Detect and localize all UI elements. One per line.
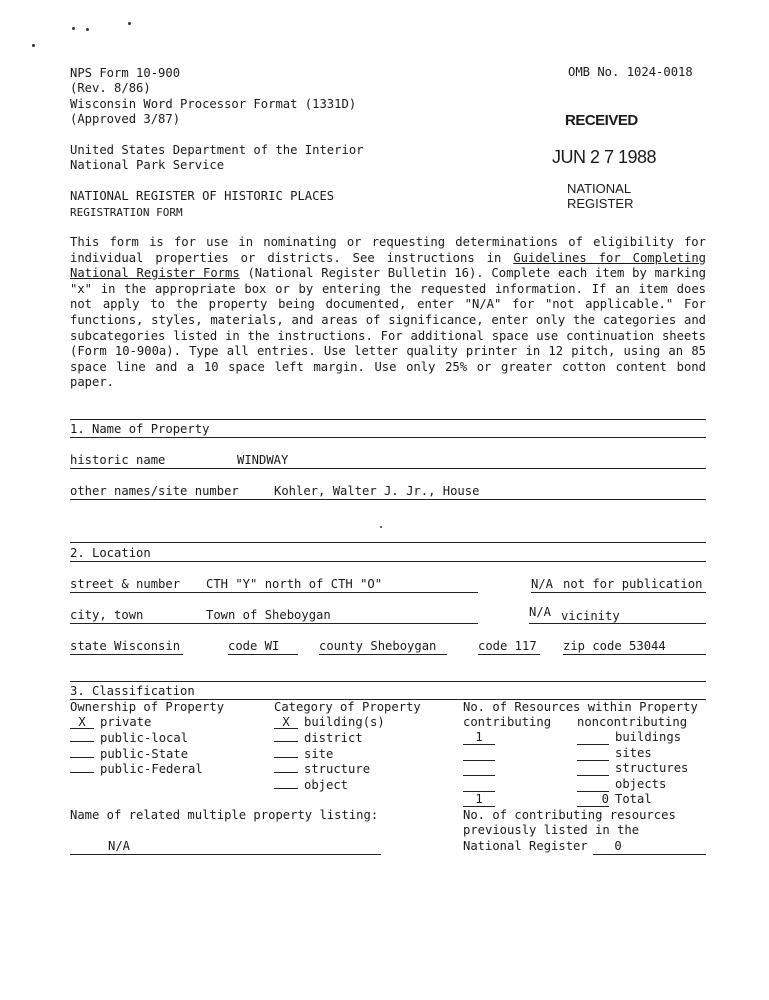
noncontributing-header: noncontributing [577,715,688,729]
form-number: NPS Form 10-900 [70,66,181,80]
scan-speck [72,27,75,30]
not-for-publication-mark[interactable]: N/A [531,577,554,591]
ownership-option[interactable] [70,730,188,746]
ownership-checkbox[interactable] [70,746,94,758]
ownership-label: public-local [100,731,189,745]
field-rule [319,654,447,655]
form-revision: (Rev. 8/86) [70,81,151,95]
contributing-total[interactable]: 1 [463,792,495,807]
vicinity-label: vicinity [561,609,620,623]
state-field[interactable]: state Wisconsin [70,639,181,653]
category-checkbox[interactable] [274,746,298,758]
field-rule [228,654,298,655]
resource-type: buildings [615,730,682,744]
category-checkbox[interactable] [274,777,298,789]
noncontributing-count[interactable] [577,746,609,761]
category-option[interactable] [274,715,385,730]
section-underline [70,561,706,562]
previously-listed-label: National Register [463,839,588,853]
scan-speck [128,22,131,25]
vicinity-mark[interactable]: N/A [529,605,552,619]
field-rule [70,468,706,469]
contributing-count[interactable] [463,761,495,776]
section2-title: 2. Location [70,546,151,560]
field-rule [593,854,706,855]
county-field[interactable]: county Sheboygan [319,639,437,653]
field-rule [70,623,478,624]
contributing-header: contributing [463,715,552,729]
ownership-checkbox[interactable] [70,730,94,742]
ownership-checkbox[interactable] [70,761,94,773]
category-option[interactable] [274,730,363,746]
category-option[interactable] [274,761,370,777]
form-approved: (Approved 3/87) [70,112,181,126]
contributing-count[interactable] [463,777,495,792]
section3-title: 3. Classification [70,684,195,698]
other-names-field[interactable]: Kohler, Walter J. Jr., House [274,484,480,498]
field-rule [478,654,540,655]
scan-speck [86,28,89,31]
section1-title: 1. Name of Property [70,422,210,436]
ownership-label: private [100,715,152,729]
previously-listed-count[interactable]: 0 [614,839,622,853]
form-title: REGISTRATION FORM [70,206,183,219]
stamp-date: JUN 2 7 1988 [552,147,657,167]
ownership-label: public-State [100,747,189,761]
category-checkbox[interactable] [274,761,298,773]
agency: National Park Service [70,158,225,172]
county-code-field[interactable]: code 117 [478,639,537,653]
ownership-checkbox[interactable]: X [70,717,94,729]
total-label: Total [615,792,652,806]
contributing-count[interactable]: 1 [463,730,495,745]
field-rule [563,654,706,655]
noncontributing-count[interactable] [577,761,609,776]
historic-name-field[interactable]: WINDWAY [237,453,289,467]
category-label: structure [304,762,371,776]
related-listing-label: Name of related multiple property listing: [70,808,379,822]
section-underline [70,437,706,438]
contributing-count[interactable] [463,746,495,761]
category-option[interactable] [274,746,333,762]
resource-type: sites [615,746,652,760]
ownership-header: Ownership of Property [70,700,225,714]
field-rule [70,654,183,655]
category-label: object [304,778,349,792]
noncontributing-count[interactable] [577,730,609,745]
section-divider [70,542,706,543]
stamp-national: NATIONAL [567,181,632,196]
city-field[interactable]: Town of Sheboygan [206,608,331,622]
department: United States Department of the Interior [70,143,364,157]
category-checkbox[interactable] [274,730,298,742]
ownership-option[interactable] [70,746,188,762]
instructions-text-start: This form is for use in nominating or requesting determinations of eligibility for individual properties or districts. See instructions in [70,235,706,265]
street-field[interactable]: CTH "Y" north of CTH "O" [206,577,383,591]
category-header: Category of Property [274,700,421,714]
resources-header: No. of Resources within Property [463,700,698,714]
form-format: Wisconsin Word Processor Format (1331D) [70,97,357,111]
field-rule [70,854,381,855]
other-names-label: other names/site number [70,484,239,498]
city-label: city, town [70,608,144,622]
section-divider [70,419,706,420]
scan-speck [380,526,382,528]
noncontributing-total[interactable]: 0 [577,792,609,807]
field-rule [70,592,478,593]
guidelines-reference: Guidelines for Completing National Register Forms [70,250,707,281]
not-for-publication-label: not for publication [563,577,703,591]
category-option[interactable] [274,777,348,793]
related-listing-field[interactable]: N/A [108,839,131,853]
previously-listed-label: previously listed in the [463,823,640,837]
previously-listed-label: No. of contributing resources [463,808,676,822]
ownership-option[interactable] [70,715,151,730]
category-label: district [304,731,363,745]
instructions-text-end: (National Register Bulletin 16). Complete each item by marking "x" in the appropriate box or by entering the requested information. If an item does not apply to the property being documented, enter "N/A" for "not applicable." For functions, styles, materials, and areas of significance, enter only the categories and subcategories listed in the instructions. For additional space use continuation sheets (Form 10-900a). Type all entries. Use letter quality printer in 12 pitch, using an 85 space line and a 10 space left margin. Use only 25% or greater cotton content bond paper. [70,266,706,390]
state-code-field[interactable]: code WI [228,639,280,653]
resource-type: structures [615,761,689,775]
field-rule [70,499,706,500]
stamp-register: REGISTER [567,196,634,211]
ownership-option[interactable] [70,761,203,777]
instructions-paragraph [70,235,706,391]
street-label: street & number [70,577,181,591]
ownership-label: public-Federal [100,762,203,776]
category-label: building(s) [304,715,385,729]
scan-speck [32,44,35,47]
category-label: site [304,747,334,761]
noncontributing-count[interactable] [577,777,609,792]
stamp-received: RECEIVED [565,112,638,129]
register-title: NATIONAL REGISTER OF HISTORIC PLACES [70,189,335,203]
resource-type: objects [615,777,667,791]
category-checkbox[interactable]: X [274,717,298,729]
field-rule [529,623,706,624]
section-divider [70,681,706,682]
historic-name-label: historic name [70,453,166,467]
field-rule [531,592,706,593]
omb-number: OMB No. 1024-0018 [568,65,693,79]
zip-field[interactable]: zip code 53044 [563,639,666,653]
